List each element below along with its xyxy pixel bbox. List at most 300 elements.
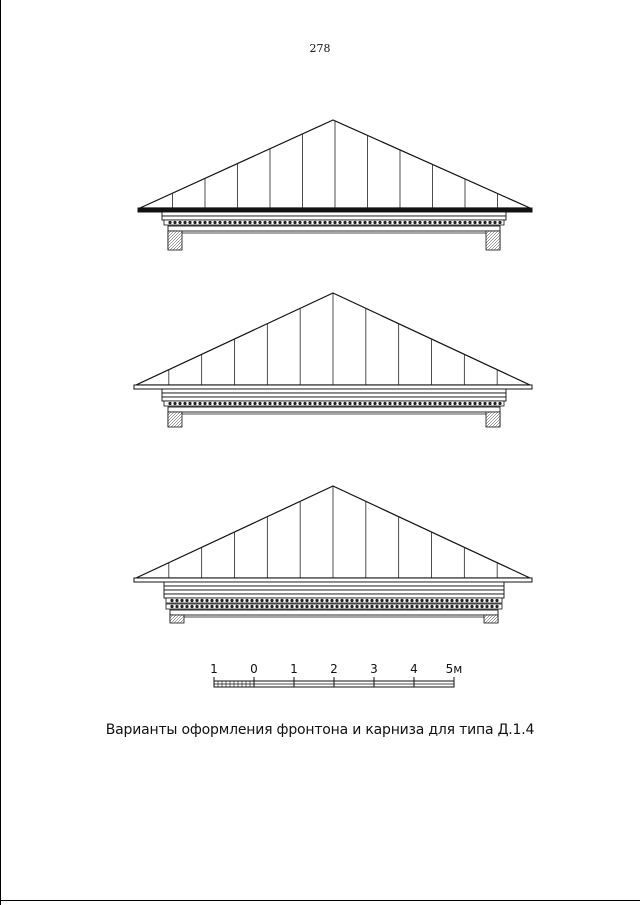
dentil bbox=[183, 221, 186, 224]
dentil bbox=[373, 402, 376, 405]
dentil bbox=[345, 599, 348, 602]
dentil bbox=[460, 599, 463, 602]
dentil bbox=[215, 605, 218, 608]
dentil bbox=[408, 402, 411, 405]
dentil bbox=[225, 605, 228, 608]
dentil bbox=[440, 605, 443, 608]
dentil bbox=[475, 599, 478, 602]
dentil bbox=[205, 599, 208, 602]
frieze-board bbox=[168, 407, 500, 412]
dentil bbox=[203, 221, 206, 224]
dentil bbox=[288, 402, 291, 405]
dentil bbox=[268, 221, 271, 224]
cornice-band bbox=[164, 582, 504, 586]
dentil bbox=[170, 605, 173, 608]
dentil bbox=[390, 599, 393, 602]
dentil bbox=[380, 605, 383, 608]
dentil bbox=[188, 402, 191, 405]
cornice-top-band bbox=[134, 578, 532, 582]
dentil bbox=[200, 599, 203, 602]
dentil bbox=[280, 599, 283, 602]
dentil bbox=[318, 221, 321, 224]
dentil bbox=[363, 402, 366, 405]
dentil bbox=[295, 605, 298, 608]
dentil bbox=[243, 221, 246, 224]
dentil bbox=[195, 599, 198, 602]
dentil bbox=[435, 605, 438, 608]
dentil bbox=[498, 402, 501, 405]
dentil bbox=[330, 605, 333, 608]
dentil bbox=[253, 221, 256, 224]
dentil bbox=[468, 221, 471, 224]
dentil bbox=[495, 599, 498, 602]
dentil bbox=[350, 599, 353, 602]
dentil bbox=[310, 605, 313, 608]
dentil bbox=[180, 605, 183, 608]
dentil bbox=[183, 402, 186, 405]
dentil bbox=[393, 402, 396, 405]
dentil bbox=[490, 599, 493, 602]
dentil bbox=[198, 221, 201, 224]
scale-label: 1 bbox=[290, 662, 298, 676]
dentil bbox=[450, 599, 453, 602]
dentil bbox=[195, 605, 198, 608]
dentil bbox=[388, 221, 391, 224]
dentil bbox=[283, 221, 286, 224]
dentil bbox=[208, 221, 211, 224]
cornice-band bbox=[162, 397, 506, 401]
dentil bbox=[308, 221, 311, 224]
dentil bbox=[303, 402, 306, 405]
dentil bbox=[290, 599, 293, 602]
dentil bbox=[208, 402, 211, 405]
dentil bbox=[338, 402, 341, 405]
dentil bbox=[333, 221, 336, 224]
dentil bbox=[193, 221, 196, 224]
dentil bbox=[478, 402, 481, 405]
dentil bbox=[210, 605, 213, 608]
dentil bbox=[435, 599, 438, 602]
dentil bbox=[283, 402, 286, 405]
dentil bbox=[335, 605, 338, 608]
cornice-band bbox=[162, 393, 506, 397]
page-edge-line bbox=[0, 900, 640, 901]
dentil bbox=[255, 605, 258, 608]
scale-label: 1 bbox=[210, 662, 218, 676]
scale-bar-svg bbox=[200, 655, 480, 695]
dentil bbox=[253, 402, 256, 405]
dentil bbox=[428, 221, 431, 224]
dentil bbox=[348, 221, 351, 224]
dentil bbox=[343, 402, 346, 405]
dentil bbox=[385, 599, 388, 602]
dentil bbox=[275, 605, 278, 608]
dentil bbox=[358, 402, 361, 405]
dentil bbox=[403, 221, 406, 224]
dentil bbox=[455, 605, 458, 608]
dentil bbox=[438, 221, 441, 224]
dentil bbox=[270, 599, 273, 602]
dentil bbox=[280, 605, 283, 608]
dentil bbox=[260, 599, 263, 602]
dentil bbox=[443, 402, 446, 405]
dentil bbox=[173, 221, 176, 224]
dentil bbox=[358, 221, 361, 224]
dentil bbox=[370, 605, 373, 608]
dentil bbox=[378, 221, 381, 224]
dentil bbox=[423, 221, 426, 224]
dentil bbox=[363, 221, 366, 224]
dentil bbox=[200, 605, 203, 608]
dentil bbox=[258, 402, 261, 405]
dentil bbox=[330, 599, 333, 602]
dentil bbox=[443, 221, 446, 224]
dentil bbox=[418, 402, 421, 405]
dentil bbox=[240, 605, 243, 608]
dentil bbox=[463, 221, 466, 224]
dentil bbox=[433, 402, 436, 405]
dentil bbox=[470, 599, 473, 602]
dentil bbox=[235, 599, 238, 602]
dentil bbox=[300, 599, 303, 602]
dentil bbox=[483, 221, 486, 224]
dentil bbox=[485, 605, 488, 608]
dentil bbox=[485, 599, 488, 602]
cornice-top-band bbox=[134, 385, 532, 389]
dentil bbox=[448, 221, 451, 224]
dentil bbox=[313, 221, 316, 224]
dentil bbox=[365, 605, 368, 608]
dentil bbox=[178, 402, 181, 405]
dentil bbox=[448, 402, 451, 405]
dentil bbox=[290, 605, 293, 608]
dentil bbox=[450, 605, 453, 608]
dentil bbox=[495, 605, 498, 608]
dentil bbox=[425, 605, 428, 608]
dentil bbox=[425, 599, 428, 602]
dentil bbox=[248, 221, 251, 224]
dentil bbox=[388, 402, 391, 405]
dentil bbox=[323, 221, 326, 224]
cornice-band bbox=[164, 594, 504, 598]
dentil bbox=[285, 599, 288, 602]
dentil bbox=[188, 221, 191, 224]
dentil bbox=[243, 402, 246, 405]
dentil bbox=[420, 599, 423, 602]
dentil bbox=[250, 605, 253, 608]
dentil bbox=[390, 605, 393, 608]
dentil bbox=[335, 599, 338, 602]
dentil bbox=[428, 402, 431, 405]
dentil bbox=[288, 221, 291, 224]
dentil bbox=[220, 599, 223, 602]
dentil bbox=[460, 605, 463, 608]
dentil bbox=[368, 402, 371, 405]
dentil bbox=[328, 402, 331, 405]
dentil bbox=[380, 599, 383, 602]
dentil bbox=[265, 599, 268, 602]
dentil bbox=[213, 402, 216, 405]
dentil bbox=[385, 605, 388, 608]
dentil bbox=[360, 599, 363, 602]
dentil bbox=[273, 221, 276, 224]
dentil bbox=[488, 402, 491, 405]
dentil bbox=[313, 402, 316, 405]
dentil bbox=[475, 605, 478, 608]
dentil bbox=[453, 402, 456, 405]
dentil bbox=[170, 599, 173, 602]
dentil bbox=[273, 402, 276, 405]
dentil bbox=[305, 599, 308, 602]
dentil bbox=[310, 599, 313, 602]
dentil bbox=[315, 599, 318, 602]
dentil bbox=[263, 402, 266, 405]
dentil bbox=[453, 221, 456, 224]
dentil bbox=[320, 605, 323, 608]
dentil bbox=[238, 402, 241, 405]
dentil bbox=[493, 221, 496, 224]
dentil bbox=[395, 605, 398, 608]
dentil bbox=[433, 221, 436, 224]
dentil bbox=[275, 599, 278, 602]
dentil bbox=[413, 221, 416, 224]
dentil bbox=[408, 221, 411, 224]
dentil bbox=[293, 402, 296, 405]
dentil bbox=[365, 599, 368, 602]
dentil bbox=[430, 599, 433, 602]
dentil bbox=[168, 221, 171, 224]
dentil bbox=[403, 402, 406, 405]
dentil bbox=[220, 605, 223, 608]
dentil bbox=[315, 605, 318, 608]
dentil bbox=[255, 599, 258, 602]
dentil bbox=[230, 605, 233, 608]
dentil bbox=[245, 599, 248, 602]
dentil bbox=[295, 599, 298, 602]
dentil bbox=[223, 402, 226, 405]
dentil bbox=[190, 605, 193, 608]
dentil bbox=[213, 221, 216, 224]
dentil bbox=[398, 221, 401, 224]
page-edge-line bbox=[0, 0, 1, 905]
dentil bbox=[180, 599, 183, 602]
dentil bbox=[480, 605, 483, 608]
dentil bbox=[340, 599, 343, 602]
dentil bbox=[463, 402, 466, 405]
dentil bbox=[405, 605, 408, 608]
dentil bbox=[445, 599, 448, 602]
cornice-band bbox=[164, 590, 504, 594]
pediment-svg-variant-2 bbox=[0, 285, 640, 455]
dentil bbox=[398, 402, 401, 405]
dentil bbox=[318, 402, 321, 405]
dentil bbox=[325, 599, 328, 602]
dentil bbox=[458, 402, 461, 405]
cornice-band bbox=[162, 389, 506, 393]
dentil bbox=[233, 221, 236, 224]
dentil bbox=[173, 402, 176, 405]
pediment-svg-variant-3 bbox=[0, 478, 640, 648]
dentil bbox=[440, 599, 443, 602]
dentil bbox=[465, 599, 468, 602]
scale-label: 3 bbox=[370, 662, 378, 676]
dentil bbox=[458, 221, 461, 224]
dentil bbox=[338, 221, 341, 224]
dentil bbox=[245, 605, 248, 608]
cornice-top-band bbox=[138, 208, 532, 212]
dentil bbox=[225, 599, 228, 602]
dentil bbox=[468, 402, 471, 405]
dentil bbox=[423, 402, 426, 405]
dentil bbox=[205, 605, 208, 608]
dentil bbox=[415, 605, 418, 608]
dentil bbox=[260, 605, 263, 608]
dentil bbox=[218, 402, 221, 405]
dentil bbox=[405, 599, 408, 602]
dentil bbox=[218, 221, 221, 224]
dentil bbox=[355, 599, 358, 602]
cornice-band bbox=[162, 212, 506, 216]
scale-label: 4 bbox=[410, 662, 418, 676]
pediment-drawing-variant-2 bbox=[0, 285, 640, 455]
dentil bbox=[305, 605, 308, 608]
dentil bbox=[198, 402, 201, 405]
dentil bbox=[400, 599, 403, 602]
dentil bbox=[278, 402, 281, 405]
dentil bbox=[368, 221, 371, 224]
dentil bbox=[215, 599, 218, 602]
dentil bbox=[235, 605, 238, 608]
dentil bbox=[410, 605, 413, 608]
dentil bbox=[438, 402, 441, 405]
dentil bbox=[230, 599, 233, 602]
dentil bbox=[348, 402, 351, 405]
scale-label: 5м bbox=[445, 662, 463, 676]
dentil bbox=[308, 402, 311, 405]
dentil bbox=[430, 605, 433, 608]
dentil bbox=[383, 221, 386, 224]
dentil bbox=[323, 402, 326, 405]
dentil bbox=[263, 221, 266, 224]
pediment-drawing-variant-1 bbox=[0, 110, 640, 280]
dentil bbox=[250, 599, 253, 602]
dentil bbox=[193, 402, 196, 405]
dentil bbox=[418, 221, 421, 224]
cornice-band bbox=[162, 216, 506, 220]
dentil bbox=[238, 221, 241, 224]
dentil bbox=[375, 599, 378, 602]
dentil bbox=[400, 605, 403, 608]
dentil bbox=[340, 605, 343, 608]
dentil bbox=[498, 221, 501, 224]
dentil bbox=[493, 402, 496, 405]
dentil bbox=[473, 402, 476, 405]
dentil bbox=[268, 402, 271, 405]
dentil bbox=[185, 599, 188, 602]
dentil bbox=[465, 605, 468, 608]
dentil bbox=[320, 599, 323, 602]
dentil bbox=[410, 599, 413, 602]
figure-caption: Варианты оформления фронтона и карниза для типа Д.1.4 bbox=[105, 722, 535, 738]
dentil bbox=[480, 599, 483, 602]
dentil bbox=[210, 599, 213, 602]
frieze-board bbox=[168, 226, 500, 231]
dentil bbox=[233, 402, 236, 405]
dentil bbox=[223, 221, 226, 224]
pediment-svg-variant-1 bbox=[0, 110, 640, 280]
dentil bbox=[353, 221, 356, 224]
dentil bbox=[285, 605, 288, 608]
dentil bbox=[298, 402, 301, 405]
dentil bbox=[333, 402, 336, 405]
dentil bbox=[490, 605, 493, 608]
dentil bbox=[478, 221, 481, 224]
dentil bbox=[228, 402, 231, 405]
dentil bbox=[383, 402, 386, 405]
frieze-board bbox=[170, 610, 498, 615]
dentil bbox=[343, 221, 346, 224]
dentil bbox=[488, 221, 491, 224]
dentil bbox=[393, 221, 396, 224]
dentil bbox=[175, 599, 178, 602]
dentil bbox=[395, 599, 398, 602]
dentil bbox=[248, 402, 251, 405]
dentil bbox=[345, 605, 348, 608]
pediment-drawing-variant-3 bbox=[0, 478, 640, 648]
dentil bbox=[373, 221, 376, 224]
dentil bbox=[378, 402, 381, 405]
scale-label: 0 bbox=[250, 662, 258, 676]
dentil bbox=[203, 402, 206, 405]
dentil bbox=[420, 605, 423, 608]
dentil bbox=[483, 402, 486, 405]
dentil bbox=[185, 605, 188, 608]
scale-label: 2 bbox=[330, 662, 338, 676]
dentil bbox=[278, 221, 281, 224]
scale-bar bbox=[200, 655, 480, 695]
page-number: 278 bbox=[309, 42, 331, 55]
dentil bbox=[370, 599, 373, 602]
dentil bbox=[415, 599, 418, 602]
dentil bbox=[293, 221, 296, 224]
dentil bbox=[300, 605, 303, 608]
dentil bbox=[325, 605, 328, 608]
dentil bbox=[190, 599, 193, 602]
dentil bbox=[355, 605, 358, 608]
dentil bbox=[328, 221, 331, 224]
dentil bbox=[298, 221, 301, 224]
dentil bbox=[175, 605, 178, 608]
dentil bbox=[413, 402, 416, 405]
dentil bbox=[258, 221, 261, 224]
dentil bbox=[270, 605, 273, 608]
dentil bbox=[240, 599, 243, 602]
dentil bbox=[350, 605, 353, 608]
dentil bbox=[228, 221, 231, 224]
dentil bbox=[473, 221, 476, 224]
dentil bbox=[265, 605, 268, 608]
dentil bbox=[470, 605, 473, 608]
dentil bbox=[168, 402, 171, 405]
dentil bbox=[455, 599, 458, 602]
dentil bbox=[353, 402, 356, 405]
dentil bbox=[375, 605, 378, 608]
dentil bbox=[303, 221, 306, 224]
dentil bbox=[360, 605, 363, 608]
dentil bbox=[178, 221, 181, 224]
cornice-band bbox=[164, 586, 504, 590]
dentil bbox=[445, 605, 448, 608]
